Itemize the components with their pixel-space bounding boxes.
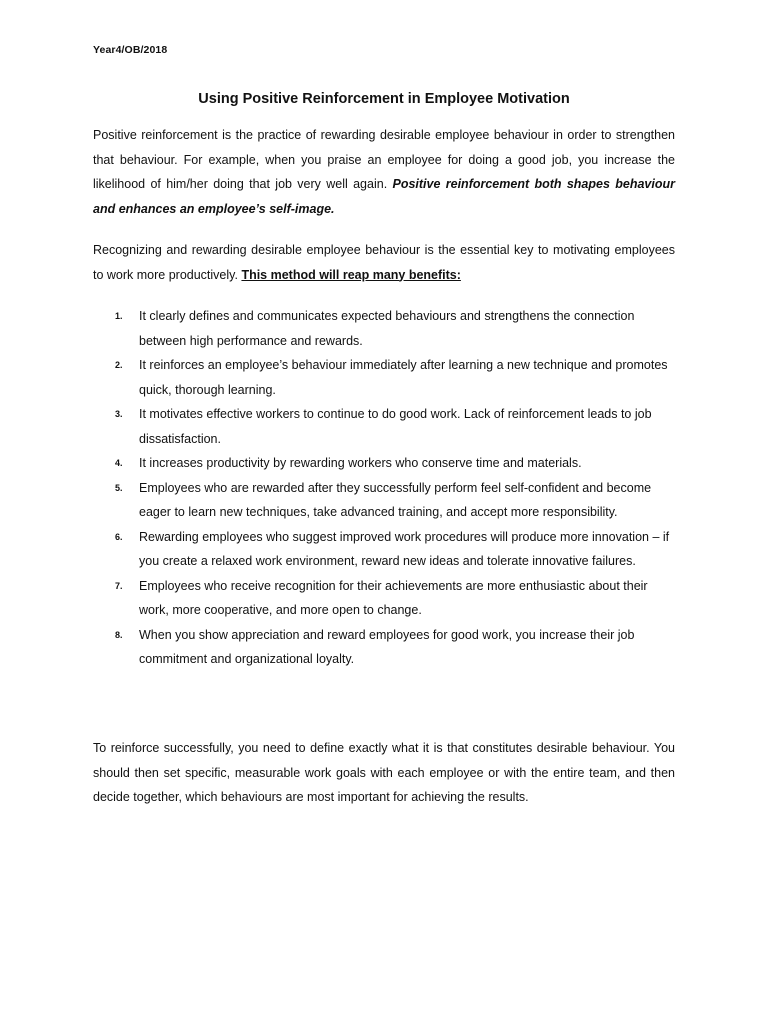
list-item-number: 8. bbox=[115, 629, 123, 640]
list-item-number: 2. bbox=[115, 360, 123, 370]
benefits-intro-emphasis: This method will reap many benefits: bbox=[241, 267, 461, 282]
list-item bbox=[93, 353, 675, 402]
closing-paragraph: To reinforce successfully, you need to define exactly what it is that constitutes desirable behaviour. You should then set specific, measurable work goals with each employee or with the entire team, and then decide together, which behaviours are most important for achieving the results. bbox=[93, 741, 675, 804]
document-title: Using Positive Reinforcement in Employee Motivation bbox=[198, 91, 570, 107]
list-item-text: Rewarding employees who suggest improved work procedures will produce more innovation – if you create a relaxed work environment, reward new ideas and tolerate innovative failures. bbox=[139, 529, 670, 568]
list-item-number: 7. bbox=[115, 580, 123, 591]
list-item-text: It motivates effective workers to continue to do good work. Lack of reinforcement leads to job dissatisfaction. bbox=[139, 407, 652, 446]
list-item-text: Employees who receive recognition for their achievements are more enthusiastic about their work, more cooperative, and more open to change. bbox=[139, 578, 648, 617]
list-item-text: It increases productivity by rewarding workers who conserve time and materials. bbox=[139, 456, 582, 470]
list-item bbox=[93, 476, 675, 525]
intro-paragraph bbox=[93, 123, 675, 221]
list-item-text: When you show appreciation and reward employees for good work, you increase their job commitment and organizational loyalty. bbox=[139, 627, 635, 666]
list-item-text: It clearly defines and communicates expected behaviours and strengthens the connection between high performance and rewards. bbox=[139, 309, 635, 348]
list-item bbox=[93, 525, 675, 574]
list-item-number: 5. bbox=[115, 482, 123, 493]
list-item-number: 4. bbox=[115, 458, 123, 468]
benefits-list bbox=[93, 304, 675, 672]
list-item-text: Employees who are rewarded after they successfully perform feel self-confident and become eager to learn new techniques, take advanced training, and accept more responsibility. bbox=[139, 480, 652, 519]
list-item-number: 3. bbox=[115, 409, 123, 419]
list-item bbox=[93, 623, 675, 672]
list-item bbox=[93, 574, 675, 623]
list-item-text: It reinforces an employee’s behaviour immediately after learning a new technique and promotes quick, thorough learning. bbox=[139, 358, 668, 397]
intro-emphasis: Positive reinforcement both shapes behaviour and enhances an employee’s self-image. bbox=[93, 177, 675, 216]
benefits-intro-text: Recognizing and rewarding desirable employee behaviour is the essential key to motivating employees to work more productively. bbox=[93, 243, 675, 282]
list-item-number: 6. bbox=[115, 531, 123, 542]
list-item bbox=[93, 451, 675, 476]
list-item-number: 1. bbox=[115, 311, 123, 321]
list-item bbox=[93, 402, 675, 451]
intro-text: Positive reinforcement is the practice of rewarding desirable employee behaviour in order to strengthen that behaviour. For example, when you praise an employee for doing a good job, you increase the likelihood of him/her doing that job very well again. bbox=[93, 128, 675, 191]
benefits-intro-paragraph bbox=[93, 238, 675, 287]
list-item bbox=[93, 304, 675, 353]
document-reference: Year4/OB/2018 bbox=[93, 44, 168, 56]
